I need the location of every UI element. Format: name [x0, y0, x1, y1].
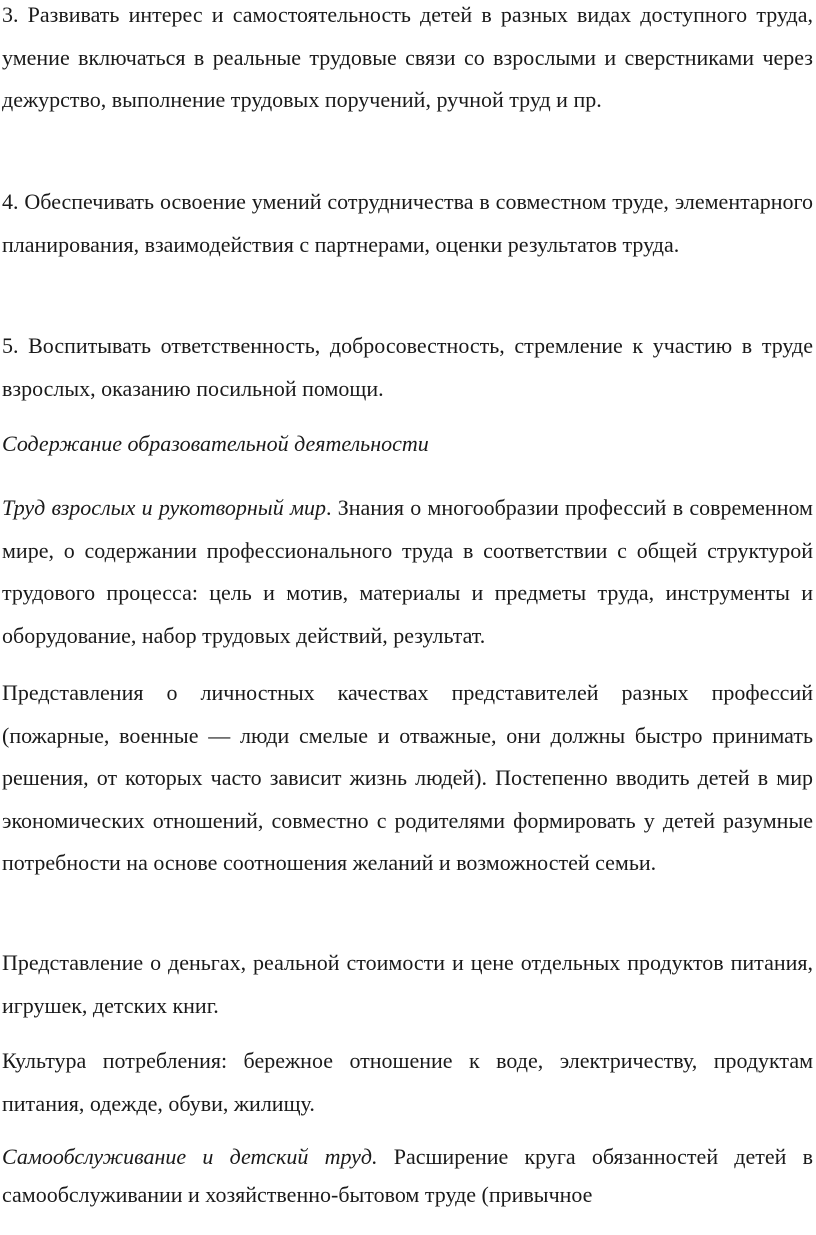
paragraph-goal-5: 5. Воспитывать ответственность, добросовестность, стремление к участию в труде взрослых, оказанию посильной помощи. [2, 333, 813, 401]
paragraph-lead-italic: Труд взрослых и рукотворный мир [2, 495, 326, 520]
paragraph-adult-labor [2, 487, 813, 657]
paragraph-body: Расширение круга обязанностей детей в самообслуживании и хозяйственно-бытовом труде (привычное [2, 1144, 813, 1207]
section-heading: Содержание образовательной деятельности [2, 431, 429, 456]
paragraph-goal-4: 4. Обеспечивать освоение умений сотрудничества в совместном труде, элементарного планирования, взаимодействия с партнерами, оценки результатов труда. [2, 189, 813, 257]
paragraph-professions: Представления о личностных качествах представителей разных профессий (пожарные, военные — люди смелые и отважные, они должны быстро принимать решения, от которых часто зависит жизнь людей). Постепенно вводить детей в мир экономических отношений, совместно с родителями формировать у детей разумные потребности на основе соотношения желаний и возможностей семьи. [2, 680, 813, 875]
paragraph-money: Представление о деньгах, реальной стоимости и цене отдельных продуктов питания, игрушек, детских книг. [2, 950, 813, 1018]
paragraph-lead-italic: Самообслуживание и детский труд. [2, 1144, 378, 1169]
paragraph-goal-3: 3. Развивать интерес и самостоятельность детей в разных видах доступного труда, умение включаться в реальные трудовые связи со взрослыми и сверстниками через дежурство, выполнение трудовых поручений, ручной труд и пр. [2, 2, 813, 112]
paragraph-self-service [2, 1138, 813, 1214]
paragraph-body: . Знания о многообразии профессий в современном мире, о содержании профессионального труда в соответствии с общей структурой трудового процесса: цель и мотив, материалы и предметы труда, инструменты и оборудование, набор трудовых действий, результат. [2, 495, 813, 648]
paragraph-consumption: Культура потребления: бережное отношение к воде, электричеству, продуктам питания, одежде, обуви, жилищу. [2, 1048, 813, 1116]
